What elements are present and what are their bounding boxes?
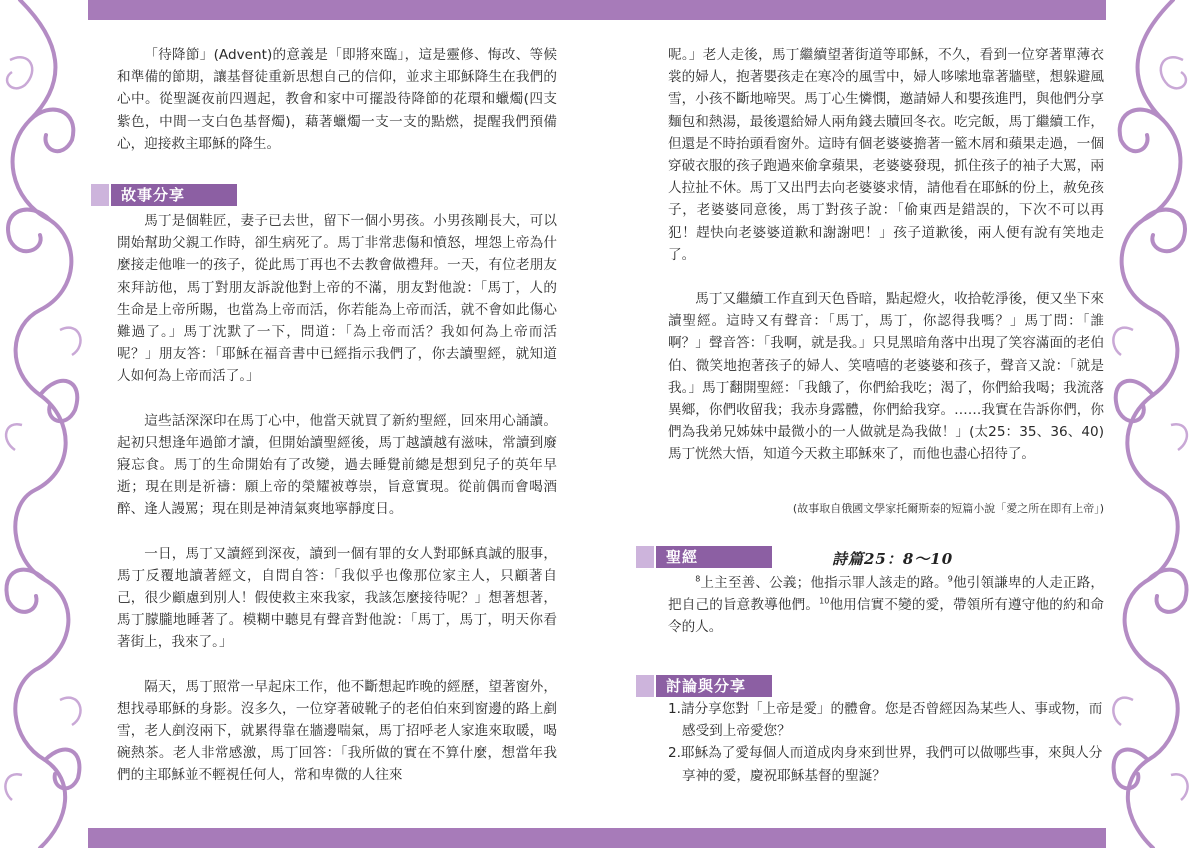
floral-ornament-right-icon <box>1106 0 1192 848</box>
bottom-band <box>88 828 1106 848</box>
section-heading-discussion: 討論與分享 <box>656 675 772 697</box>
story-left-column <box>117 210 557 787</box>
intro-paragraph: 「待降節」(Advent)的意義是「即將來臨」，這是靈修、悔改、等候和準備的節期，讓基督徒重新思想自己的信仰，並求主耶穌降生在我們的心中。從聖誕夜前四週起，教會和家中可擺設待降節的花環和蠟燭(四支紫色，中間一支白色基督燭)，藉著蠟燭一支一支的點燃，提醒我們預備心，迎接救主耶穌的降生。 <box>117 47 557 152</box>
scripture-reference: 詩篇25：8～10 <box>832 550 954 568</box>
top-band <box>88 0 1106 20</box>
verse-number: 8 <box>695 574 701 584</box>
story-paragraph: 一日，馬丁又讀經到深夜，讀到一個有罪的女人對耶穌真誠的服事，馬丁反覆地讀著經文，自問自答：「我似乎也像那位家主人，只顧著自己，很少顧慮到別人！假使救主來我家，我該怎麼接待呢？」想著想著，馬丁朦朧地睡著了。模糊中聽見有聲音對他說：「馬丁，馬丁，明天你看著街上，我來了。」 <box>117 545 557 651</box>
discussion-question: 1.請分享您對「上帝是愛」的體會。您是否曾經因為某些人、事或物，而感受到上帝愛您？ <box>668 701 1103 740</box>
story-paragraph: 呢。」老人走後，馬丁繼續望著街道等耶穌，不久，看到一位穿著單薄衣裳的婦人，抱著嬰孩走在寒冷的風雪中，婦人哆嗦地靠著牆壁，想躲避風雪，小孩不斷地啼哭。馬丁心生憐憫，邀請婦人和嬰孩進門，與他們分享麵包和熱湯，最後還給婦人兩角錢去贖回冬衣。吃完飯，馬丁繼續工作，但還是不時抬頭看窗外。這時有個老婆婆擔著一籃木屑和蘋果走過，一個穿破衣服的孩子跑過來偷拿蘋果，老婆婆發現，抓住孩子的袖子大罵，兩人拉扯不休。馬丁又出門去向老婆婆求情，請他看在耶穌的份上，赦免孩子，老婆婆同意後，馬丁對孩子說：「偷東西是錯誤的，下次不可以再犯！趕快向老婆婆道歉和謝謝吧！」孩子道歉後，兩人便有說有笑地走了。 <box>668 47 1104 263</box>
story-paragraph: 隔天，馬丁照常一早起床工作，他不斷想起昨晚的經歷，望著窗外，想找尋耶穌的身影。沒多久，一位穿著破靴子的老伯伯來到窗邊的路上剷雪，老人剷沒兩下，就累得靠在牆邊喘氣，馬丁招呼老人家進來取暖，喝碗熱茶。老人非常感激，馬丁回答：「我所做的實在不算什麼，想當年我們的主耶穌並不輕視任何人，常和卑微的人往來 <box>117 678 557 784</box>
discussion-questions <box>668 698 1108 787</box>
verse-number: 9 <box>947 574 953 584</box>
heading-accent-square <box>636 546 654 568</box>
heading-accent-square <box>91 184 109 206</box>
story-paragraph: 馬丁又繼續工作直到天色昏暗，點起燈火，收拾乾淨後，便又坐下來讀聖經。這時又有聲音：「馬丁，馬丁，你認得我嗎？」馬丁問：「誰啊？」聲音答：「我啊，就是我。」只見黑暗角落中出現了笑容滿面的老伯伯、微笑地抱著孩子的婦人、笑嘻嘻的老婆婆和孩子，聲音又說：「就是我。」馬丁翻開聖經：「我餓了，你們給我吃；渴了，你們給我喝；我流落異鄉，你們收留我；我赤身露體，你們給我穿。……我實在告訴你們，你們為我弟兄姊妹中最微小的一人做就是為我做！」(太25：35、36、40)馬丁恍然大悟，知道今天救主耶穌來了，而他也盡心招待了。 <box>668 291 1104 463</box>
story-paragraph: 馬丁是個鞋匠，妻子已去世，留下一個小男孩。小男孩剛長大，可以開始幫助父親工作時，卻生病死了。馬丁非常悲傷和憤怒，埋怨上帝為什麼接走他唯一的孩子，從此馬丁再也不去教會做禮拜。一天，有位老朋友來拜訪他，馬丁對朋友訴說他對上帝的不滿，朋友對他說：「馬丁，人的生命是上帝所賜，也當為上帝而活，你若能為上帝而活，就不會如此傷心難過了。」馬丁沈默了一下，問道：「為上帝而活？我如何為上帝而活呢？」朋友答：「耶穌在福音書中已經指示我們了，你去讀聖經，就知道人如何為上帝而活了。」 <box>117 213 557 385</box>
scripture-passage <box>668 572 1104 639</box>
verse-text: 上主至善、公義；他指示罪人該走的路。 <box>700 575 948 591</box>
floral-ornament-left-icon <box>0 0 88 848</box>
story-source-note: (故事取自俄國文學家托爾斯泰的短篇小說「愛之所在即有上帝」) <box>792 502 1104 515</box>
section-heading-scripture: 聖經 <box>656 546 772 568</box>
verse-number: 10 <box>819 596 830 606</box>
verse-text: 他用信實不變的愛，帶領所有遵守他的約和命令的人。 <box>668 597 1105 636</box>
verse-text: 他引領謙卑的人走正路，把自己的旨意教導他們。 <box>668 575 1105 614</box>
story-right-column <box>668 44 1104 466</box>
heading-accent-square <box>636 675 654 697</box>
section-heading-story: 故事分享 <box>111 184 237 206</box>
discussion-question: 2.耶穌為了愛每個人而道成肉身來到世界，我們可以做哪些事，來與人分享神的愛，慶祝耶穌基督的聖誕？ <box>668 745 1103 784</box>
story-paragraph: 這些話深深印在馬丁心中，他當天就買了新約聖經，回來用心誦讀。起初只想逢年過節才讀，但開始讀聖經後，馬丁越讀越有滋味，常讀到廢寢忘食。馬丁的生命開始有了改變，過去睡覺前總是想到兒子的英年早逝；現在則是祈禱：願上帝的榮耀被尊崇，旨意實現。從前偶而會喝酒醉、逢人謾罵；現在則是神清氣爽地寧靜度日。 <box>117 412 557 518</box>
